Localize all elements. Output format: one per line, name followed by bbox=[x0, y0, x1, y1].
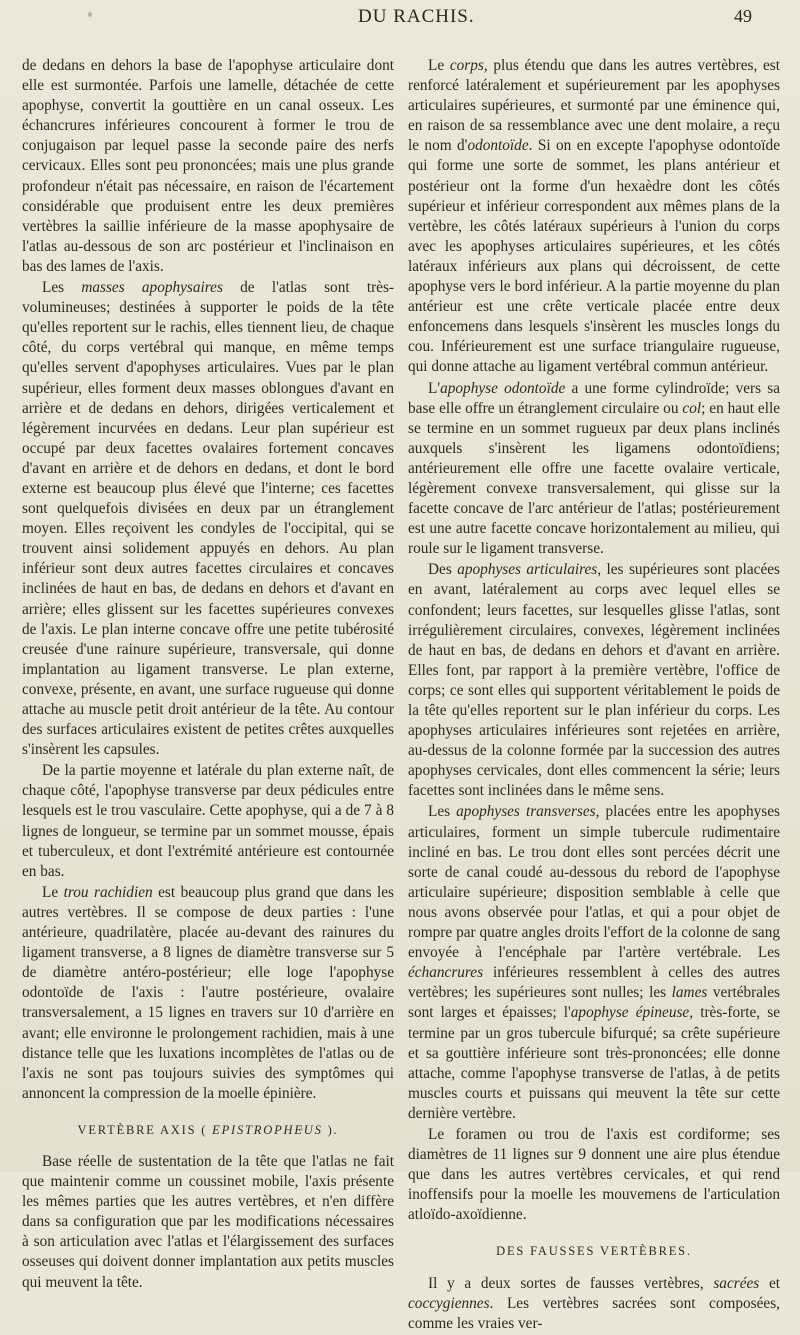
emphasis: échancrures bbox=[408, 964, 484, 982]
paragraph: Le corps, plus étendu que dans les autres vertèbres, est renforcé latéralement et supérieurement par les apophyses articulaires supérieures, et surmonté par une éminence qui, en raison de sa ressemblance avec une dent molaire, a reçu le nom d'odontoïde. Si on en excepte l'apophyse odontoïde qui forme une sorte de sommet, les plans antérieur et postérieur ont la forme d'un hexaèdre dont les côtés supérieur et inférieur correspondent aux mêmes plans de la vertèbre, les côtés latéraux supérieurs à l'union du corps avec les apophyses articulaires supérieures, et les côtés latéraux inférieurs aux plans qui décroissent, de cette apophyse vers le bord inférieur. A la partie moyenne du plan antérieur est une crête verticale placée entre deux enfoncemens dans lesquels s'insèrent les muscles longs du cou. Inférieurement est une surface triangulaire rugueuse, qui donne attache au ligament vertébral commun antérieur. bbox=[408, 57, 780, 376]
running-title: DU RACHIS. bbox=[358, 6, 475, 27]
paragraph: Le foramen ou trou de l'axis est cordiforme; ses diamètres de 11 lignes sur 9 donnent une aire plus étendue que dans les autres vertèbres cervicales, et qui rend inoffensifs pour la moelle les mouvemens de l'articulation atloïdo-axoïdienne. bbox=[408, 1125, 780, 1224]
paragraph: Des apophyses articulaires, les supérieures sont placées en avant, latéralement au corps avec lequel elles se confondent; leurs facettes, sur lesquelles glisse l'atlas, sont irrégulièrement circulaires, convexes, légèrement inclinées de haut en bas, de dedans en dehors et d'avant en arrière. Elles font, par rapport à la première vertèbre, l'office de corps; ce sont elles qui supportent véritablement le poids de la tête qu'elles reportent sur le plan inférieur du corps. Les apophyses articulaires inférieures sont rejetées en arrière, au-dessus de la colonne formée par la succession des autres apophyses cervicales, dont elles commencent la série; leurs facettes sont inclinées dans le même sens. bbox=[408, 561, 780, 800]
emphasis: lames bbox=[671, 984, 708, 1002]
page-number: 49 bbox=[734, 6, 752, 26]
emphasis: apophyses articulaires bbox=[457, 561, 598, 579]
paragraph: Les masses apophysaires de l'atlas sont très-volumineuses; destinées à supporter le poids de la tête qu'elles reportent sur le rachis, elles tiennent lieu, de chaque côté, du corps vertébral qui manque, en même temps qu'elles servent d'apophyses articulaires. Vues par le plan supérieur, elles forment deux masses oblongues d'avant en arrière et de dedans en dehors, dirigées verticalement et légèrement incurvées en dedans. Leur plan supérieur est occupé par deux facettes ovalaires fortement concaves d'avant en arrière et de dehors en dedans, et dont le bord externe est beaucoup plus élevé que l'interne; ces facettes sont quelquefois divisées en deux par un étranglement moyen. Elles reçoivent les condyles de l'occipital, qui se trouvent ainsi solidement appuyés en dehors. Au plan inférieur sont deux autres facettes circulaires et concaves inclinées de haut en bas, de dedans en dehors et d'avant en arrière; elles glissent sur les facettes supérieures convexes de l'axis. Le plan interne concave offre une petite tubérosité creusée d'une rainure supérieure, transversale, qui donne implantation au ligament transverse. Le plan externe, convexe, présente, en avant, une surface rugueuse qui donne attache au muscle petit droit antérieur de la tête. Au contour des surfaces articulaires existent de petites crêtes auxquelles s'insèrent les capsules. bbox=[22, 279, 394, 759]
emphasis: trou rachidien bbox=[63, 883, 153, 901]
paragraph: Les apophyses transverses, placées entre les apophyses articulaires, forment un simple tubercule rudimentaire incliné en bas. Le trou dont elles sont percées décrit une sorte de canal coudé au-dessous du rebord de l'apophyse articulaire supérieure; disposition semblable à celle que nous avons observée pour l'atlas, et qui a pour objet de rompre par quatre angles droits l'effort de la colonne de sang envoyée à l'encéphale par l'artère vertébrale. Les échancrures inférieures ressemblent à celles des autres vertèbres; les supérieures sont nulles; les lames vertébrales sont larges et épaisses; l'apophyse épineuse, très-forte, se termine par un gros tubercule bifurqué; sa crête supérieure et sa gouttière inférieure sont très-prononcées; elle donne attache, comme l'apophyse transverse de l'atlas, à de petits muscles courts et puissans qui meuvent la tête sur cette dernière vertèbre. bbox=[408, 803, 781, 1122]
emphasis: masses apophysaires bbox=[81, 279, 223, 297]
right-column bbox=[408, 56, 780, 1335]
left-column bbox=[22, 56, 394, 1294]
paragraph: Base réelle de sustentation de la tête que l'atlas ne fait que maintenir comme un coussinet mobile, l'axis présente les mêmes parties que les autres vertèbres, et n'en diffère dans sa configuration que par les modifications nécessaires à son articulation avec l'atlas et l'élargissement des surfaces osseuses qui doivent donner implantation aux petits muscles qui meuvent la tête. bbox=[22, 1152, 394, 1291]
paragraph: L'apophyse odontoïde a une forme cylindroïde; vers sa base elle offre un étranglement circulaire ou col; en haut elle se termine en un sommet rugueux par deux plans inclinés auxquels s'insèrent les ligamens odontoïdiens; antérieurement elle offre une facette ovalaire verticale, légèrement convexe transversalement, qui glisse sur la facette concave de l'arc antérieur de l'atlas; postérieurement est une autre facette concave horizontalement au milieu, qui roule sur le ligament transverse. bbox=[408, 379, 781, 558]
emphasis: col bbox=[682, 399, 702, 417]
paragraph: de dedans en dehors la base de l'apophyse articulaire dont elle est surmontée. Parfois une lamelle, détachée de cette apophyse, convertit la gouttière en un canal osseux. Les échancrures inférieures concourent à former le trou de conjugaison par lequel passe la seconde paire des nerfs cervicaux. Elles sont peu prononcées; mais une plus grande profondeur n'était pas nécessaire, en raison de l'écartement considérable que produisent entre les deux premières vertèbres la saillie inférieure de la masse apophysaire de l'atlas au-dessous de son arc postérieur et l'inclinaison en bas des lames de l'axis. bbox=[22, 57, 394, 275]
emphasis: EPISTROPHEUS bbox=[212, 1122, 323, 1137]
emphasis: apophyse épineuse bbox=[570, 1004, 690, 1022]
paragraph: Le trou rachidien est beaucoup plus grand que dans les autres vertèbres. Il se compose de deux parties : l'une antérieure, quadrilatère, placée au-devant des rainures du ligament transverse, a 8 lignes de diamètre transverse sur 5 de diamètre antéro-postérieur; elle loge l'apophyse odontoïde de l'axis : l'autre postérieure, ovalaire transversalement, a 15 lignes en travers sur 10 d'arrière en avant; elle environne le prolongement rachidien, mais à une distance telle que les luxations incomplètes de l'atlas ou de l'axis ne sont pas toujours suivies des symptômes qui annoncent la compression de la moelle épinière. bbox=[22, 883, 394, 1102]
emphasis: apophyse odontoïde bbox=[440, 379, 566, 397]
section-heading-axis: VERTÈBRE AXIS ( EPISTROPHEUS ). bbox=[77, 1122, 339, 1137]
page-header bbox=[0, 6, 800, 30]
paragraph: De la partie moyenne et latérale du plan externe naît, de chaque côté, l'apophyse transverse par deux pédicules entre lesquels est le trou vasculaire. Cette apophyse, qui a de 7 à 8 lignes de longueur, se termine par un sommet mousse, épais et tuberculeux, et dont l'extrémité antérieure est contournée en bas. bbox=[22, 762, 394, 880]
emphasis: sacrées bbox=[713, 1274, 760, 1292]
emphasis: odontoïde bbox=[467, 137, 529, 155]
emphasis: coccygiennes bbox=[408, 1294, 490, 1312]
emphasis: apophyses transverses bbox=[456, 803, 596, 821]
section-heading-false-vertebrae: DES FAUSSES VERTÈBRES. bbox=[496, 1244, 692, 1259]
emphasis: corps bbox=[449, 57, 484, 74]
paragraph: Il y a deux sortes de fausses vertèbres, sacrées et coccygiennes. Les vertèbres sacrées sont composées, comme les vraies ver- bbox=[408, 1274, 780, 1332]
